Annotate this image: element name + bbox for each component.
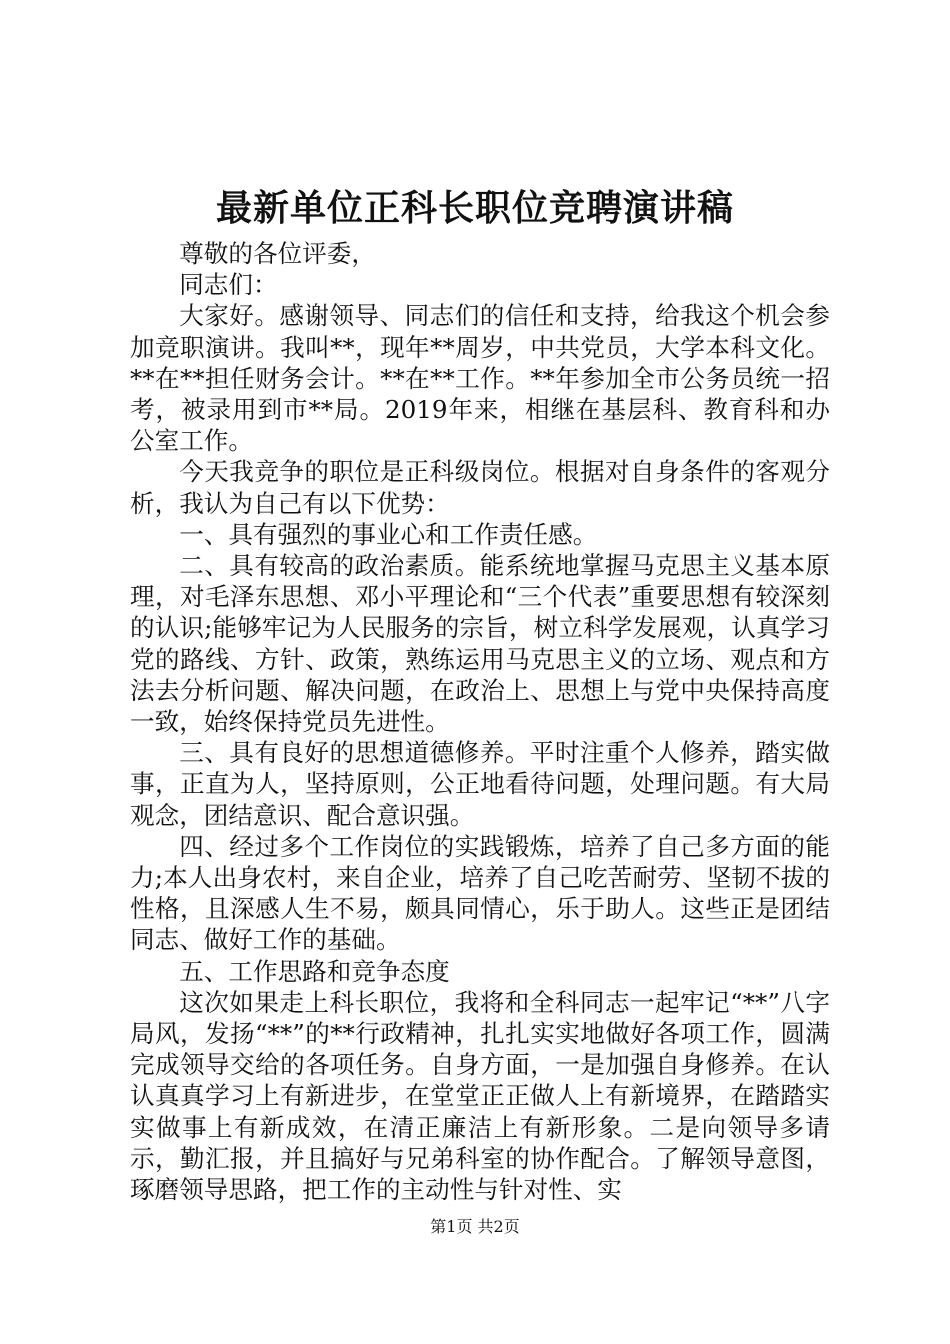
body-paragraph: 大家好。感谢领导、同志们的信任和支持，给我这个机会参加竞职演讲。我叫**，现年**周岁，中共党员，大学本科文化。**在**担任财务会计。**在**工作。**年参加全市公务员统一招考，被录用到市**局。2019年来，相继在基层科、教育科和办公室工作。 <box>130 301 830 456</box>
body-paragraph: 三、具有良好的思想道德修养。平时注重个人修养，踏实做事，正直为人，坚持原则，公正地看待问题，处理问题。有大局观念，团结意识、配合意识强。 <box>130 738 830 830</box>
salutation-line: 尊敬的各位评委， <box>179 239 376 268</box>
document-title: 最新单位正科长职位竞聘演讲稿 <box>215 187 734 229</box>
salutation-line: 同志们： <box>179 270 278 300</box>
page-number-footer: 第1页 共2页 <box>430 1217 520 1236</box>
document-body <box>130 238 830 1205</box>
section-heading: 一、具有强烈的事业心和工作责任感。 <box>179 519 598 549</box>
body-paragraph: 二、具有较高的政治素质。能系统地掌握马克思主义基本原理，对毛泽东思想、邓小平理论和“三个代表”重要思想有较深刻的认识;能够牢记为人民服务的宗旨，树立科学发展观，认真学习党的路线、方针、政策，熟练运用马克思主义的立场、观点和方法去分析问题、解决问题，在政治上、思想上与党中央保持高度一致，始终保持党员先进性。 <box>130 551 830 737</box>
body-paragraph: 这次如果走上科长职位，我将和全科同志一起牢记“**”八字局风，发扬“**”的**行政精神，扎扎实实地做好各项工作，圆满完成领导交给的各项任务。自身方面，一是加强自身修养。在认认真真学习上有新进步，在堂堂正正做人上有新境界，在踏踏实实做事上有新成效，在清正廉洁上有新形象。二是向领导多请示，勤汇报，并且搞好与兄弟科室的协作配合。了解领导意图，琢磨领导思路，把工作的主动性与针对性、实 <box>130 987 830 1205</box>
section-heading: 五、工作思路和竞争态度 <box>179 956 450 986</box>
body-paragraph: 四、经过多个工作岗位的实践锻炼，培养了自己多方面的能力;本人出身农村，来自企业，培养了自己吃苦耐劳、坚韧不拔的性格，且深感人生不易，颇具同情心，乐于助人。这些正是团结同志、做好工作的基础。 <box>130 831 830 955</box>
body-paragraph: 今天我竞争的职位是正科级岗位。根据对自身条件的客观分析，我认为自己有以下优势： <box>130 457 830 518</box>
